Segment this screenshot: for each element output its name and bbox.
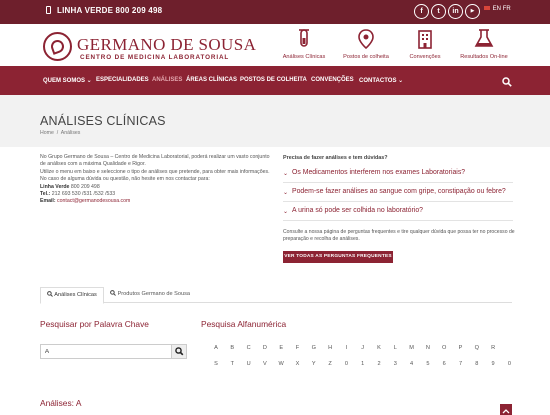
- breadcrumb-current: Análises: [60, 130, 81, 136]
- faq-item[interactable]: ⌄ A urina só pode ser colhida no laboratório?: [283, 202, 513, 221]
- search-icon[interactable]: [502, 74, 512, 84]
- index-letter[interactable]: 8: [475, 361, 479, 367]
- index-letter[interactable]: 7: [458, 361, 463, 367]
- intro-paragraph: Utilize o menu em baixo e seleccione o tipo de análises que pretende, para obter mais informações.: [40, 168, 270, 175]
- chevron-up-icon: [500, 406, 512, 415]
- index-letter[interactable]: 9: [491, 361, 495, 367]
- index-letter[interactable]: F: [295, 345, 300, 351]
- chevron-down-icon: ⌄: [283, 190, 289, 196]
- brand-tagline: CENTRO DE MEDICINA LABORATORIAL: [80, 54, 230, 61]
- quick-link-label: Resultados On-line: [460, 54, 508, 60]
- tab-produtos[interactable]: Produtos Germano de Sousa: [104, 287, 196, 303]
- index-letter[interactable]: G: [311, 345, 316, 351]
- index-letter[interactable]: 0: [507, 361, 511, 367]
- index-letter[interactable]: M: [409, 345, 414, 351]
- flag-icon: [484, 6, 490, 10]
- search-button[interactable]: [171, 345, 186, 358]
- map-pin-icon: [355, 28, 377, 50]
- index-letter[interactable]: 6: [442, 361, 446, 367]
- index-letter[interactable]: Q: [474, 345, 479, 351]
- results-title: Análises: A: [40, 398, 82, 408]
- brand-name[interactable]: GERMANO DE SOUSA: [77, 35, 257, 54]
- chevron-down-icon: ⌄: [283, 209, 289, 215]
- quick-link-label: Convenções: [409, 54, 441, 60]
- nav-convencoes[interactable]: CONVENÇÕES: [311, 77, 354, 83]
- index-letter[interactable]: L: [393, 345, 397, 351]
- nav-especialidades[interactable]: ESPECIALIDADES: [96, 77, 149, 83]
- linkedin-icon[interactable]: in: [448, 4, 463, 19]
- lab-results-icon: [473, 28, 495, 50]
- chevron-down-icon: ⌄: [283, 171, 289, 177]
- quick-link-postos[interactable]: [335, 28, 397, 60]
- index-letter[interactable]: U: [246, 361, 251, 367]
- index-letter[interactable]: Z: [328, 361, 332, 367]
- index-letter[interactable]: C: [246, 345, 251, 351]
- tabs: [40, 287, 512, 303]
- intro-text: [40, 154, 272, 206]
- index-letter[interactable]: J: [361, 345, 365, 351]
- top-bar: [0, 0, 550, 24]
- index-letter[interactable]: O: [442, 345, 447, 351]
- lang-en[interactable]: EN: [492, 6, 502, 12]
- main-nav: [0, 66, 550, 95]
- keyword-search-input[interactable]: [45, 347, 171, 357]
- quick-link-resultados[interactable]: [453, 28, 515, 60]
- contact-tel: Tel.: 212 693 530 /531 /532 /533: [40, 191, 116, 198]
- intro-paragraph: No caso de alguma dúvida ou questão, não hesite em nos contactar para:: [40, 176, 210, 183]
- phone-line[interactable]: [46, 6, 162, 15]
- nav-areas-clinicas[interactable]: ÁREAS CLÍNICAS: [186, 77, 238, 83]
- index-letter[interactable]: D: [262, 345, 267, 351]
- nav-contactos[interactable]: CONTACTOS ⌄: [359, 78, 404, 84]
- twitter-icon[interactable]: t: [431, 4, 446, 19]
- logo-icon[interactable]: [43, 32, 72, 61]
- page-heading: [0, 95, 550, 147]
- index-letter[interactable]: I: [345, 345, 348, 351]
- search-icon: [47, 291, 53, 297]
- nav-analises[interactable]: ANÁLISES: [152, 77, 183, 83]
- index-letter[interactable]: K: [377, 345, 381, 351]
- facebook-icon[interactable]: f: [414, 4, 429, 19]
- index-letter[interactable]: V: [263, 361, 267, 367]
- faq-box: [283, 155, 513, 221]
- breadcrumb: Home / Análises: [40, 130, 81, 136]
- index-letter[interactable]: A: [214, 345, 218, 351]
- contact-line: Linha Verde 800 209 498: [40, 183, 100, 190]
- page-title: ANÁLISES CLÍNICAS: [40, 114, 166, 128]
- phone-text: LINHA VERDE 800 209 498: [57, 6, 163, 15]
- keyword-search: [40, 344, 187, 359]
- index-letter[interactable]: 5: [426, 361, 430, 367]
- contact-email: Email: contact@germanodesousa.com: [40, 198, 131, 205]
- index-letter[interactable]: T: [230, 361, 234, 367]
- phone-icon: [46, 6, 51, 14]
- language-switcher: [484, 6, 511, 12]
- faq-title: Precisa de fazer análises e tem dúvidas?: [283, 155, 388, 161]
- index-letter[interactable]: R: [491, 345, 496, 351]
- index-letter[interactable]: E: [279, 345, 284, 351]
- view-all-faq-button[interactable]: VER TODAS AS PERGUNTAS FREQUENTES: [283, 251, 393, 263]
- index-letter[interactable]: 1: [361, 361, 365, 367]
- breadcrumb-home[interactable]: Home: [40, 130, 54, 136]
- search-icon: [172, 345, 187, 358]
- index-letter[interactable]: W: [278, 361, 284, 367]
- nav-quem-somos[interactable]: QUEM SOMOS ⌄: [43, 78, 92, 84]
- index-letter[interactable]: B: [230, 345, 235, 351]
- tab-analises-clinicas[interactable]: Análises Clínicas: [40, 287, 104, 304]
- index-letter[interactable]: Y: [311, 361, 316, 367]
- quick-link-convencoes[interactable]: [394, 28, 456, 60]
- faq-note: Consulte a nossa página de perguntas frequentes e tire qualquer dúvida que possa ter no processo de preparação e recolha de análises.: [283, 229, 515, 243]
- search-icon: [110, 290, 116, 296]
- index-letter[interactable]: 0: [344, 361, 348, 367]
- index-letter[interactable]: P: [458, 345, 463, 351]
- quick-link-label: Postos de colheita: [343, 54, 389, 60]
- quick-link-label: Análises Clínicas: [282, 54, 326, 60]
- index-letter[interactable]: H: [328, 345, 333, 351]
- keyword-search-title: Pesquisar por Palavra Chave: [40, 319, 149, 329]
- index-letter[interactable]: 4: [410, 361, 414, 367]
- scroll-top-button[interactable]: [500, 404, 512, 415]
- email-link[interactable]: contact@germanodesousa.com: [57, 198, 131, 205]
- index-letter[interactable]: N: [425, 345, 430, 351]
- faq-item[interactable]: ⌄ Podem-se fazer análises ao sangue com gripe, constipação ou febre?: [283, 183, 513, 202]
- index-letter[interactable]: S: [214, 361, 218, 367]
- alphanumeric-search-title: Pesquisa Alfanumérica: [201, 319, 287, 329]
- index-letter[interactable]: 3: [393, 361, 397, 367]
- quick-link-analises[interactable]: [273, 28, 335, 60]
- index-letter[interactable]: 2: [377, 361, 381, 367]
- nav-postos-colheita[interactable]: POSTOS DE COLHEITA: [240, 77, 307, 83]
- intro-paragraph: No Grupo Germano de Sousa – Centro de Medicina Laboratorial, poderá realizar um vasto conjunto de análises com a máxima Qualidade e Rigor.: [40, 154, 270, 168]
- youtube-icon[interactable]: ▶: [465, 4, 480, 19]
- test-tube-icon: [293, 28, 315, 50]
- lang-fr[interactable]: FR: [502, 6, 511, 12]
- building-icon: [414, 28, 436, 50]
- index-letter[interactable]: X: [295, 361, 300, 367]
- faq-item[interactable]: ⌄ Os Medicamentos interferem nos exames Laboratoriais?: [283, 164, 513, 183]
